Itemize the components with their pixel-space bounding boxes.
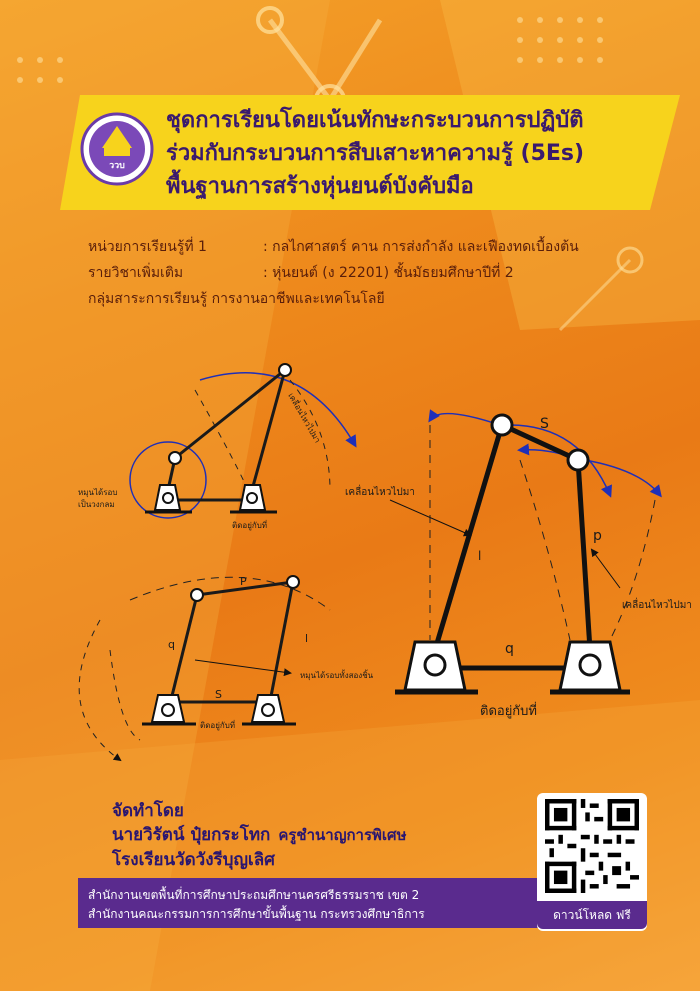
qr-code[interactable] [545, 799, 639, 893]
label-move-1: เคลื่อนไหวไปมา [286, 391, 323, 445]
diagram-double-crank [79, 575, 373, 760]
author-name: นายวิรัตน์ ปุ๋ยกระโทก [112, 825, 271, 845]
diagram-four-bar [345, 414, 692, 719]
school-logo [80, 112, 154, 186]
unit-value: : กลไกศาสตร์ คาน การส่งกำลัง และเฟืองทดเบื้องต้น [263, 239, 579, 255]
label-fixed-3: ติดอยู่กับที่ [480, 704, 538, 719]
label-s-big: S [540, 416, 549, 432]
logo-text: ววบ [109, 161, 125, 171]
made-by-label: จัดทำโดย [112, 801, 184, 821]
label-s-small: S [215, 688, 222, 701]
document-title [166, 104, 666, 203]
download-free-label[interactable]: ดาวน์โหลด ฟรี [537, 901, 647, 929]
subject-value: : หุ่นยนต์ (ง 22201) ชั้นมัธยมศึกษาปีที่ 2 [263, 265, 514, 281]
label-p-small: P [240, 575, 247, 588]
agency-bar [78, 878, 573, 928]
title-line-3: พื้นฐานการสร้างหุ่นยนต์บังคับมือ [166, 174, 474, 199]
label-l-big: l [478, 549, 482, 563]
author-line [112, 821, 406, 848]
agency-line-2: สำนักงานคณะกรรมการการศึกษาขั้นพื้นฐาน กระทรวงศึกษาธิการ [88, 907, 425, 921]
label-fixed-1: ติดอยู่กับที่ [232, 521, 268, 530]
school-name: โรงเรียนวัดวังรีบุญเลิศ [112, 850, 275, 870]
learning-group: กลุ่มสาระการเรียนรู้ การงานอาชีพและเทคโนโลยี [88, 291, 385, 307]
subject-label: รายวิชาเพิ่มเติม [88, 265, 184, 281]
label-rotate-both: หมุนได้รอบทั้งสองชิ้น [300, 671, 374, 680]
label-rotate-circle-2: เป็นวงกลม [78, 500, 115, 509]
subject-line [88, 262, 514, 284]
title-line-2: ร่วมกับกระบวนการสืบเสาะหาความรู้ (5Es) [166, 141, 585, 166]
label-rotate-circle: หมุนได้รอบ [78, 488, 118, 497]
unit-label: หน่วยการเรียนรู้ที่ 1 [88, 239, 207, 255]
label-q-big: q [505, 641, 514, 657]
diagram-crank-rocker [78, 364, 355, 531]
title-line-1: ชุดการเรียนโดยเน้นทักษะกระบวนการปฏิบัติ [166, 108, 584, 133]
label-l-small: l [305, 632, 309, 645]
author-role: ครูชำนาญการพิเศษ [278, 826, 407, 844]
label-p-big: p [593, 528, 602, 544]
label-move-2: เคลื่อนไหวไปมา [345, 487, 415, 498]
linkage-diagrams [0, 350, 700, 780]
label-fixed-2: ติดอยู่กับที่ [200, 721, 236, 730]
unit-line [88, 236, 579, 258]
agency-line-1: สำนักงานเขตพื้นที่การศึกษาประถมศึกษานครศรีธรรมราช เขต 2 [88, 888, 420, 902]
qr-download[interactable] [537, 793, 647, 931]
label-q-small: q [168, 638, 175, 651]
label-move-3: เคลื่อนไหวไปมา [622, 600, 692, 611]
